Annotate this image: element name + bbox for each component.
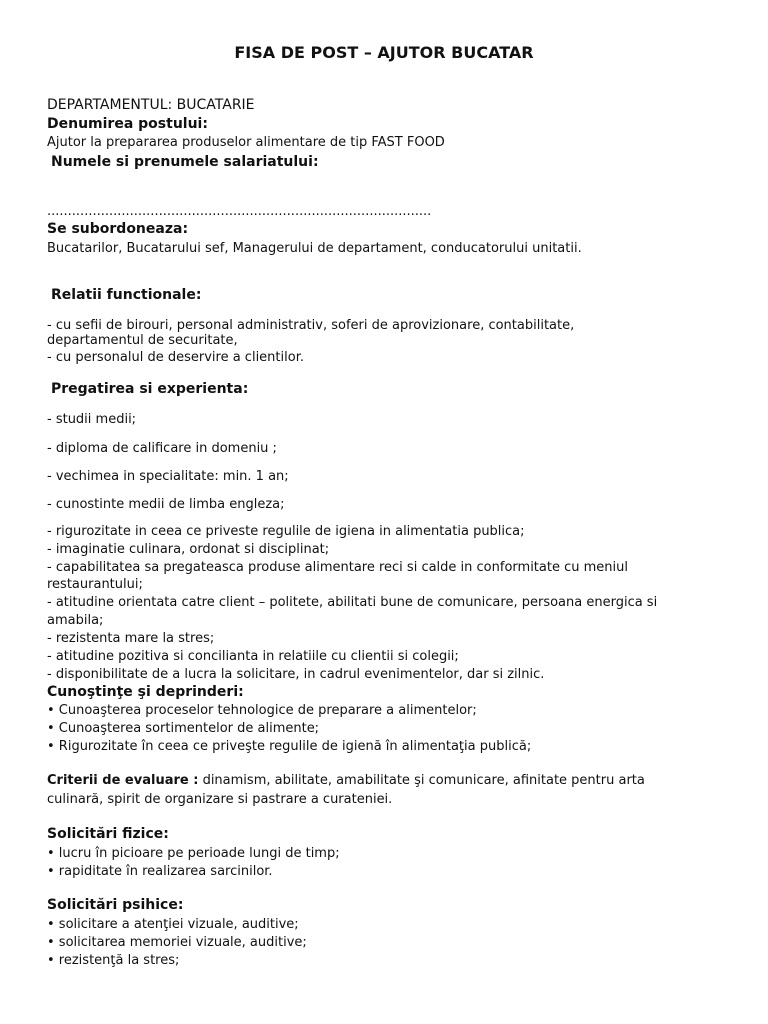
experience-item: - diploma de calificare in domeniu ; <box>47 441 277 456</box>
knowledge-item: • Rigurozitate în ceea ce priveşte regulile de igienă în alimentaţia publică; <box>47 739 532 754</box>
quality-line: - imaginatie culinara, ordonat si disciplinat; <box>47 542 330 557</box>
physical-heading: Solicitări fizice: <box>47 826 169 842</box>
psychic-item: • solicitarea memoriei vizuale, auditive; <box>47 935 307 950</box>
physical-item: • rapiditate în realizarea sarcinilor. <box>47 864 273 879</box>
subordination-heading: Se subordoneaza: <box>47 221 189 237</box>
experience-heading: Pregatirea si experienta: <box>51 381 249 397</box>
relations-line: - cu sefii de birouri, personal administrativ, soferi de aprovizionare, contabilitate, <box>47 318 575 333</box>
psychic-item: • solicitare a atenţiei vizuale, auditive; <box>47 917 299 932</box>
quality-line: restaurantului; <box>47 577 143 592</box>
quality-line: - disponibilitate de a lucra la solicitare, in cadrul evenimentelor, dar si zilnic. <box>47 667 545 682</box>
quality-line: amabila; <box>47 613 104 628</box>
experience-item: - studii medii; <box>47 412 137 427</box>
quality-line: - rezistenta mare la stres; <box>47 631 215 646</box>
criteria-text-continued: culinară, spirit de organizare si pastrare a curateniei. <box>47 792 393 807</box>
physical-item: • lucru în picioare pe perioade lungi de timp; <box>47 846 340 861</box>
psychic-item: • rezistenţă la stres; <box>47 953 180 968</box>
criteria-line <box>47 773 645 788</box>
subordination-text: Bucatarilor, Bucatarului sef, Managerului de departament, conducatorului unitatii. <box>47 241 582 256</box>
employee-heading: Numele si prenumele salariatului: <box>51 154 319 170</box>
department-line: DEPARTAMENTUL: BUCATARIE <box>47 97 255 113</box>
relations-line: departamentul de securitate, <box>47 333 238 348</box>
quality-line: - capabilitatea sa pregateasca produse alimentare reci si calde in conformitate cu meniul <box>47 560 628 575</box>
document-title: FISA DE POST – AJUTOR BUCATAR <box>234 43 534 62</box>
relations-heading: Relatii functionale: <box>51 287 202 303</box>
experience-item: - cunostinte medii de limba engleza; <box>47 497 285 512</box>
knowledge-heading: Cunoştinţe şi deprinderi: <box>47 684 244 700</box>
psychic-heading: Solicitări psihice: <box>47 897 184 913</box>
criteria-label: Criterii de evaluare : <box>47 773 199 788</box>
employee-blank: ............................................................................................. <box>47 204 432 219</box>
experience-item: - vechimea in specialitate: min. 1 an; <box>47 469 289 484</box>
relations-line: - cu personalul de deservire a clientilor. <box>47 350 304 365</box>
quality-line: - atitudine orientata catre client – politete, abilitati bune de comunicare, persoana energica si <box>47 595 658 610</box>
criteria-text: dinamism, abilitate, amabilitate şi comunicare, afinitate pentru arta <box>198 773 645 788</box>
post-heading: Denumirea postului: <box>47 116 208 132</box>
knowledge-item: • Cunoaşterea sortimentelor de alimente; <box>47 721 320 736</box>
quality-line: - atitudine pozitiva si concilianta in relatiile cu clientii si colegii; <box>47 649 459 664</box>
knowledge-item: • Cunoaşterea proceselor tehnologice de preparare a alimentelor; <box>47 703 477 718</box>
quality-line: - rigurozitate in ceea ce priveste regulile de igiena in alimentatia publica; <box>47 524 525 539</box>
post-text: Ajutor la prepararea produselor alimentare de tip FAST FOOD <box>47 135 445 150</box>
